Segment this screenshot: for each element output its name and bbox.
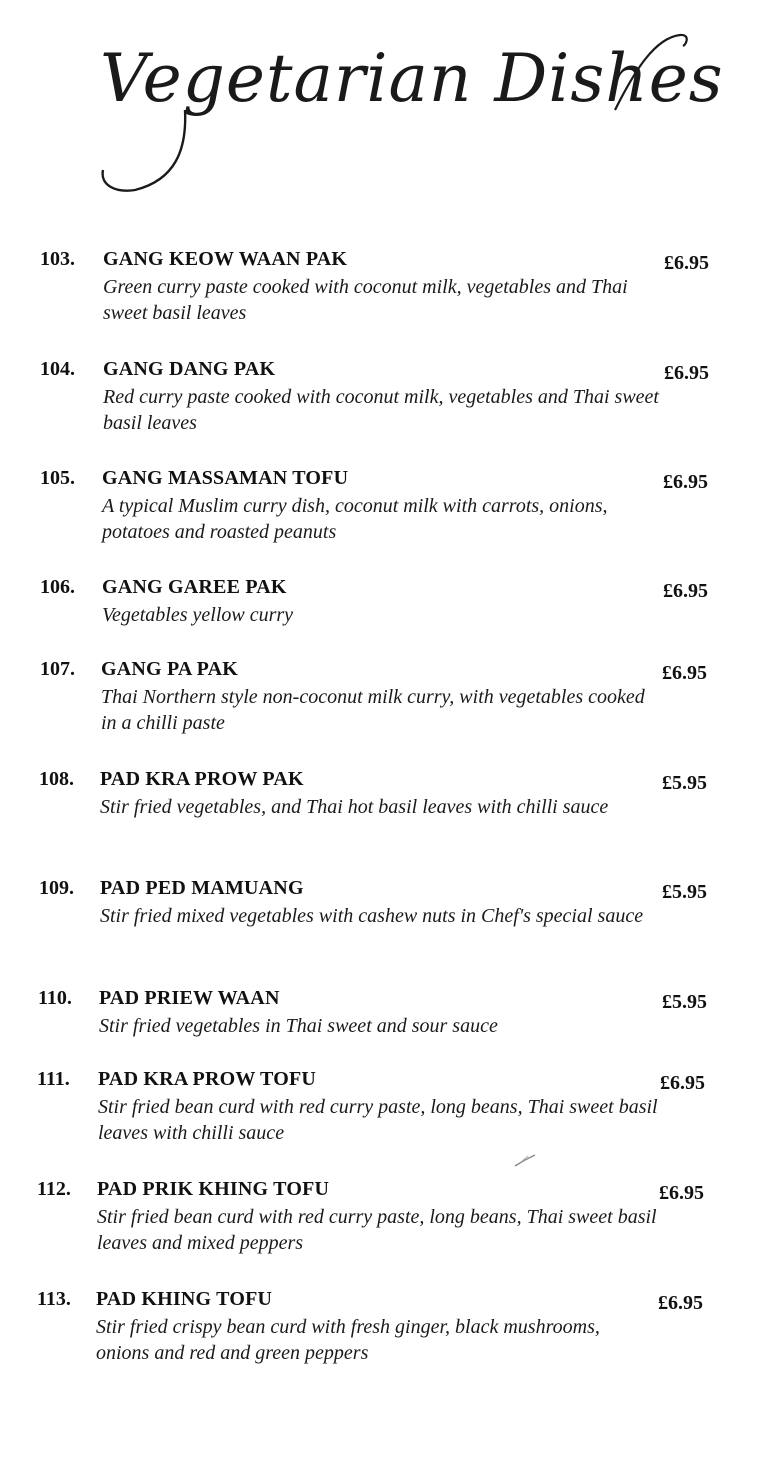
item-number: 109. (39, 877, 74, 899)
item-name: PAD PED MAMUANG (100, 877, 304, 899)
scan-speck (513, 1152, 539, 1168)
item-price: £6.95 (659, 1182, 704, 1204)
item-description: Stir fried vegetables, and Thai hot basil leaves with chilli sauce (100, 796, 609, 818)
item-number: 107. (40, 658, 75, 680)
item-price: £6.95 (658, 1292, 703, 1314)
item-number: 108. (39, 768, 74, 790)
item-number: 104. (40, 358, 75, 380)
item-name: PAD PRIK KHING TOFU (97, 1178, 330, 1200)
item-price: £6.95 (662, 662, 707, 684)
item-number: 103. (40, 248, 75, 270)
item-description: Vegetables yellow curry (102, 604, 294, 626)
item-description: Stir fried bean curd with red curry paste, long beans, Thai sweet basil leaves and mixed peppers (97, 1206, 657, 1254)
item-number: 106. (40, 576, 75, 598)
item-number: 105. (40, 467, 75, 489)
item-name: PAD KHING TOFU (96, 1288, 273, 1310)
item-name: GANG DANG PAK (103, 358, 276, 380)
item-description: Stir fried mixed vegetables with cashew nuts in Chef's special sauce (100, 905, 644, 927)
item-name: GANG PA PAK (101, 658, 239, 680)
item-description: Stir fried crispy bean curd with fresh ginger, black mushrooms, onions and red and green peppers (96, 1316, 600, 1364)
item-name: GANG KEOW WAAN PAK (103, 248, 348, 270)
item-name: GANG MASSAMAN TOFU (102, 467, 349, 489)
item-price: £6.95 (660, 1072, 705, 1094)
item-price: £5.95 (662, 991, 707, 1013)
item-name: GANG GAREE PAK (102, 576, 287, 598)
item-name: PAD KRA PROW PAK (100, 768, 304, 790)
item-price: £6.95 (664, 362, 709, 384)
item-price: £5.95 (662, 881, 707, 903)
item-number: 113. (37, 1288, 71, 1310)
item-description: Stir fried vegetables in Thai sweet and sour sauce (99, 1015, 498, 1037)
item-name: PAD PRIEW WAAN (99, 987, 280, 1009)
item-price: £5.95 (662, 772, 707, 794)
item-price: £6.95 (663, 471, 708, 493)
item-description: Green curry paste cooked with coconut milk, vegetables and Thai sweet basil leaves (103, 276, 628, 324)
item-number: 112. (37, 1178, 71, 1200)
item-number: 111. (37, 1068, 70, 1090)
item-price: £6.95 (664, 252, 709, 274)
item-description: A typical Muslim curry dish, coconut milk with carrots, onions, potatoes and roasted peanuts (102, 495, 608, 543)
item-number: 110. (38, 987, 72, 1009)
item-description: Red curry paste cooked with coconut milk, vegetables and Thai sweet basil leaves (103, 386, 659, 434)
page-title: Vegetarian Dishes (100, 40, 724, 117)
item-price: £6.95 (663, 580, 708, 602)
item-description: Thai Northern style non-coconut milk curry, with vegetables cooked in a chilli paste (101, 686, 645, 734)
item-name: PAD KRA PROW TOFU (98, 1068, 317, 1090)
item-description: Stir fried bean curd with red curry paste, long beans, Thai sweet basil leaves with chilli sauce (98, 1096, 658, 1144)
